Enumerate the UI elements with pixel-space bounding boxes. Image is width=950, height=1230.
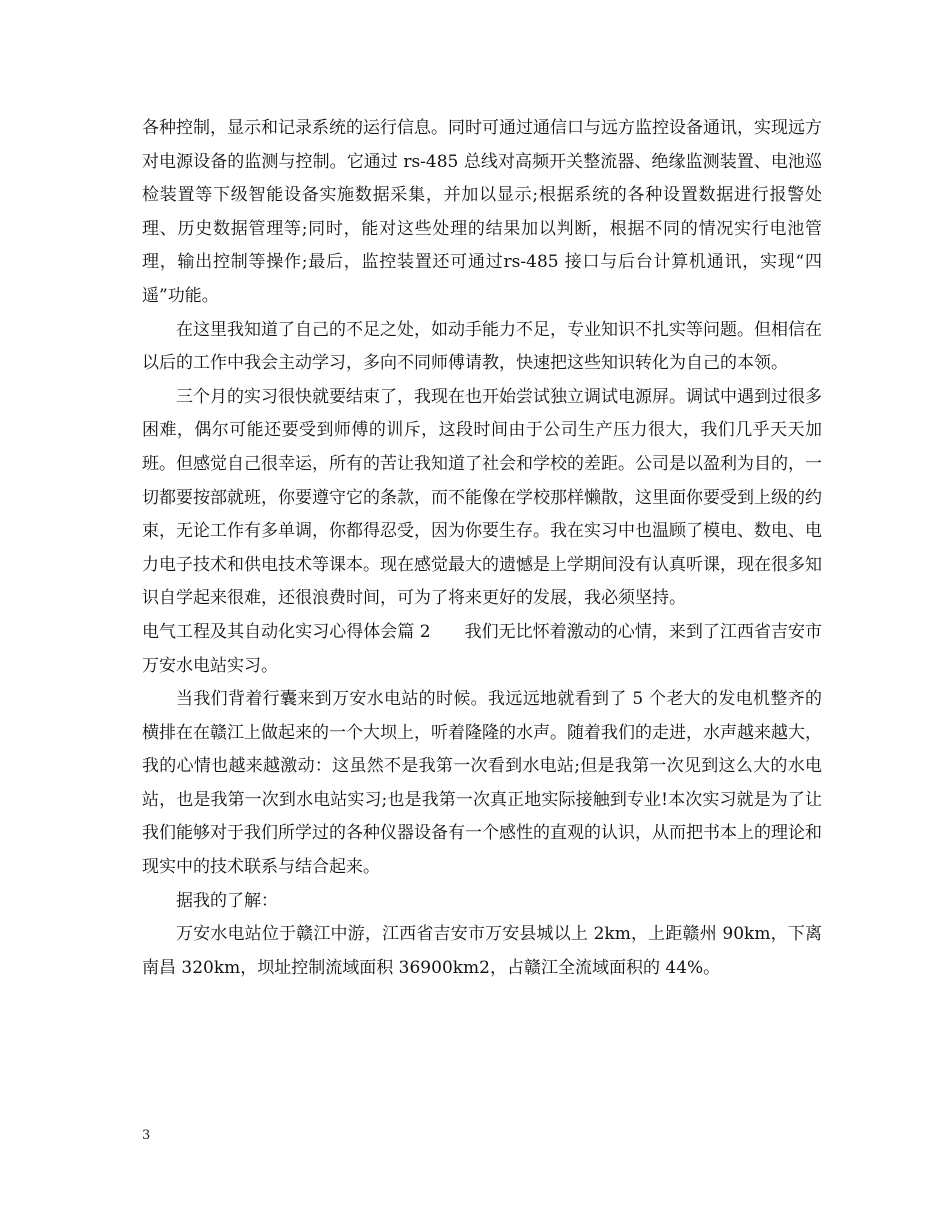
paragraph-arrival: 当我们背着行囊来到万安水电站的时候。我远远地就看到了 5 个老大的发电机整齐的横排在在赣江上做起来的一个大坝上，听着隆隆的水声。随着我们的走进，水声越来越大，我的心情也越来越激动：这虽然不是我第一次看到水电站;但是我第一次见到这么大的水电站，也是我第一次到水电站实习;也是我第一次真正地实际接触到专业!本次实习就是为了让我们能够对于我们所学过的各种仪器设备有一个感性的直观的认识，从而把书本上的理论和现实中的技术联系与结合起来。 (142, 689, 822, 878)
page-number: 3 (142, 1128, 151, 1143)
paragraph-monitoring: 各种控制，显示和记录系统的运行信息。同时可通过通信口与远方监控设备通讯，实现远方对电源设备的监测与控制。它通过 rs-485 总线对高频开关整流器、绝缘监测装置、电池巡检装置等下级智能设备实施数据采集，并加以显示;根据系统的各种设置数据进行报警处理、历史数据管理等;同时，能对这些处理的结果加以判断，根据不同的情况实行电池管理，输出控制等操作;最后，监控装置还可通过rs-485 接口与后台计算机通讯，实现“四遥”功能。 (142, 118, 822, 306)
paragraph-location: 万安水电站位于赣江中游，江西省吉安市万安县城以上 2km，上距赣州 90km，下离南昌 320km，坝址控制流域面积 36900km2，占赣江全流域面积的 44%。 (142, 924, 822, 978)
paragraph-three-months: 三个月的实习很快就要结束了，我现在也开始尝试独立调试电源屏。调试中遇到过很多困难，偶尔可能还要受到师傅的训斥，这段时间由于公司生产压力很大，我们几乎天天加班。但感觉自己很幸运，所有的苦让我知道了社会和学校的差距。公司是以盈利为目的，一切都要按部就班，你要遵守它的条款，而不能像在学校那样懒散，这里面你要受到上级的约束，无论工作有多单调，你都得忍受，因为你要生存。我在实习中也温顾了模电、数电、电力电子技术和供电技术等课本。现在感觉最大的遗憾是上学期间没有认真听课，现在很多知识自学起来很难，还很浪费时间，可为了将来更好的发展，我必须坚持。 (142, 386, 822, 609)
paragraph-article-heading: 电气工程及其自动化实习心得体会篇 2 我们无比怀着激动的心情，来到了江西省吉安市万安水电站实习。 (142, 621, 822, 676)
document-body (142, 112, 822, 985)
paragraph-understanding: 据我的了解： (176, 890, 278, 911)
paragraph-shortcomings: 在这里我知道了自己的不足之处，如动手能力不足，专业知识不扎实等问题。但相信在以后的工作中我会主动学习，多向不同师傅请教，快速把这些知识转化为自己的本领。 (142, 319, 822, 374)
